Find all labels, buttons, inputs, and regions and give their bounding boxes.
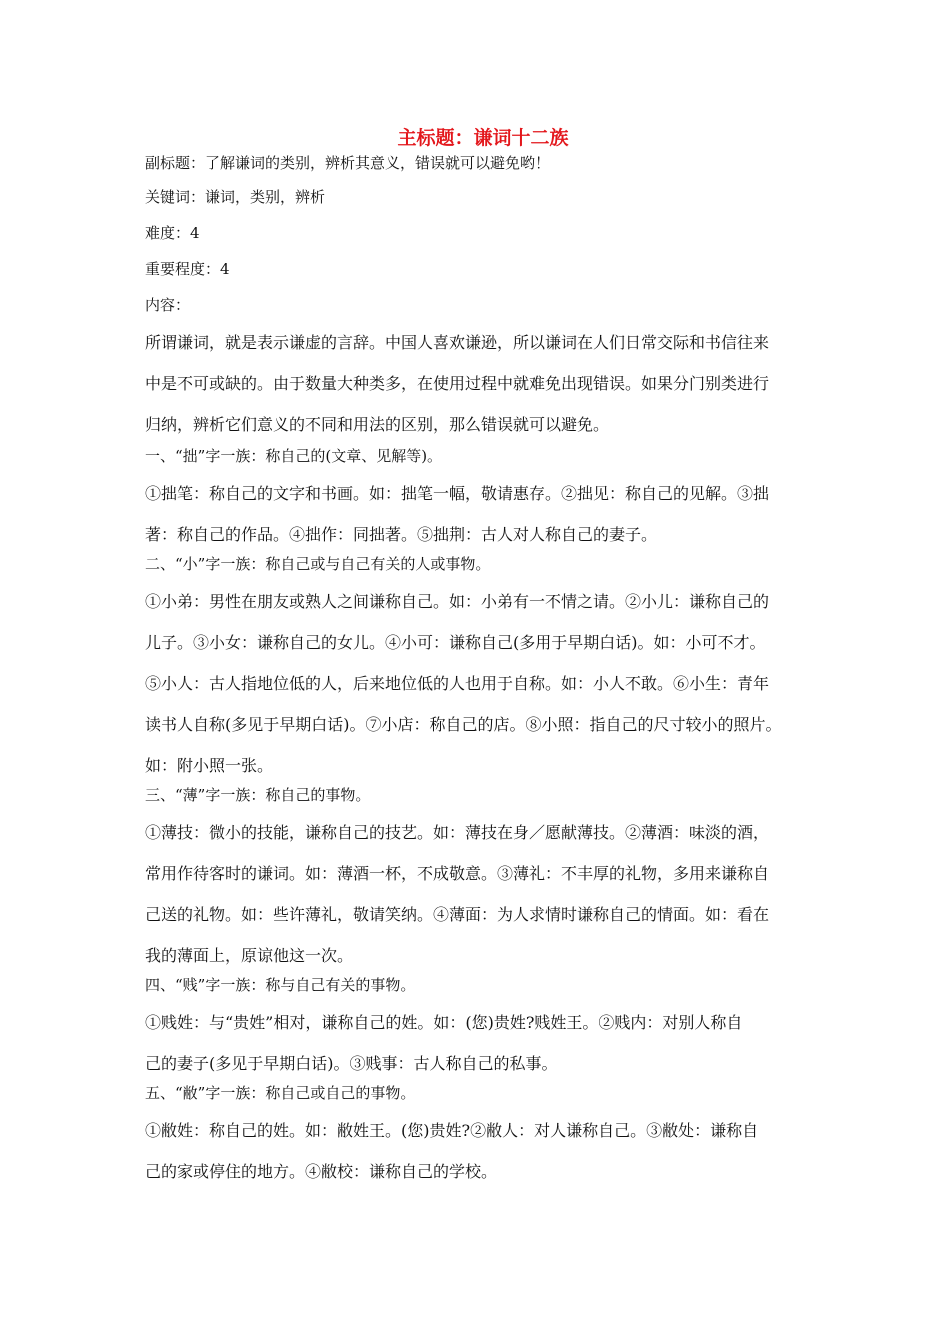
section-body-bo [145, 812, 815, 976]
intro-line: 所谓谦词，就是表示谦虚的言辞。中国人喜欢谦逊，所以谦词在人们日常交际和书信往来 [145, 333, 770, 352]
intro-paragraph [145, 322, 815, 445]
body-line: 儿子。③小女：谦称自己的女儿。④小可：谦称自己(多用于早期白话)。如：小可不才。 [145, 633, 766, 652]
body-line: ①薄技：微小的技能，谦称自己的技艺。如：薄技在身／愿献薄技。②薄酒：味淡的酒， [145, 823, 770, 842]
importance: 重要程度：4 [145, 260, 230, 278]
body-line: ①小弟：男性在朋友或熟人之间谦称自己。如：小弟有一不情之请。②小儿：谦称自己的 [145, 592, 770, 611]
difficulty: 难度：4 [145, 224, 200, 242]
keywords: 关键词：谦词，类别，辨析 [145, 188, 326, 206]
body-line: 己送的礼物。如：些许薄礼，敬请笑纳。④薄面：为人求情时谦称自己的情面。如：看在 [145, 905, 770, 924]
body-line: 读书人自称(多见于早期白话)。⑦小店：称自己的店。⑧小照：指自己的尺寸较小的照片。 [145, 715, 782, 734]
subtitle: 副标题：了解谦词的类别，辨析其意义，错误就可以避免哟！ [145, 154, 551, 172]
document-page [145, 124, 815, 1190]
section-heading-bi: 五、“敝”字一族：称自己或自己的事物。 [145, 1084, 416, 1102]
section-heading-bo: 三、“薄”字一族：称自己的事物。 [145, 786, 371, 804]
section-body-xiao [145, 581, 815, 786]
body-line: 著：称自己的作品。④拙作：同拙著。⑤拙荆：古人对人称自己的妻子。 [145, 525, 658, 544]
body-line: 常用作待客时的谦词。如：薄酒一杯，不成敬意。③薄礼：不丰厚的礼物，多用来谦称自 [145, 864, 770, 883]
body-line: 如：附小照一张。 [145, 756, 274, 775]
section-body-zhuo [145, 473, 815, 555]
section-body-bi [145, 1110, 815, 1192]
body-line: ①拙笔：称自己的文字和书画。如：拙笔一幅，敬请惠存。②拙见：称自己的见解。③拙 [145, 484, 770, 503]
content-label: 内容： [145, 296, 191, 314]
section-heading-zhuo: 一、“拙”字一族：称自己的(文章、见解等)。 [145, 447, 443, 465]
section-heading-xiao: 二、“小”字一族：称自己或与自己有关的人或事物。 [145, 555, 491, 573]
body-line: 己的家或停住的地方。④敝校：谦称自己的学校。 [145, 1162, 498, 1181]
body-line: ⑤小人：古人指地位低的人，后来地位低的人也用于自称。如：小人不敢。⑥小生：青年 [145, 674, 770, 693]
intro-line: 归纳，辨析它们意义的不同和用法的区别，那么错误就可以避免。 [145, 415, 610, 434]
section-heading-jian: 四、“贱”字一族：称与自己有关的事物。 [145, 976, 416, 994]
body-line: ①敝姓：称自己的姓。如：敝姓王。(您)贵姓?②敝人：对人谦称自己。③敝处：谦称自 [145, 1121, 759, 1140]
body-line: 己的妻子(多见于早期白话)。③贱事：古人称自己的私事。 [145, 1054, 558, 1073]
section-body-jian [145, 1002, 815, 1084]
body-line: ①贱姓：与“贵姓”相对，谦称自己的姓。如：(您)贵姓?贱姓王。②贱内：对别人称自 [145, 1013, 743, 1032]
main-title: 主标题：谦词十二族 [397, 127, 569, 149]
body-line: 我的薄面上，原谅他这一次。 [145, 946, 354, 965]
intro-line: 中是不可或缺的。由于数量大种类多，在使用过程中就难免出现错误。如果分门别类进行 [145, 374, 770, 393]
